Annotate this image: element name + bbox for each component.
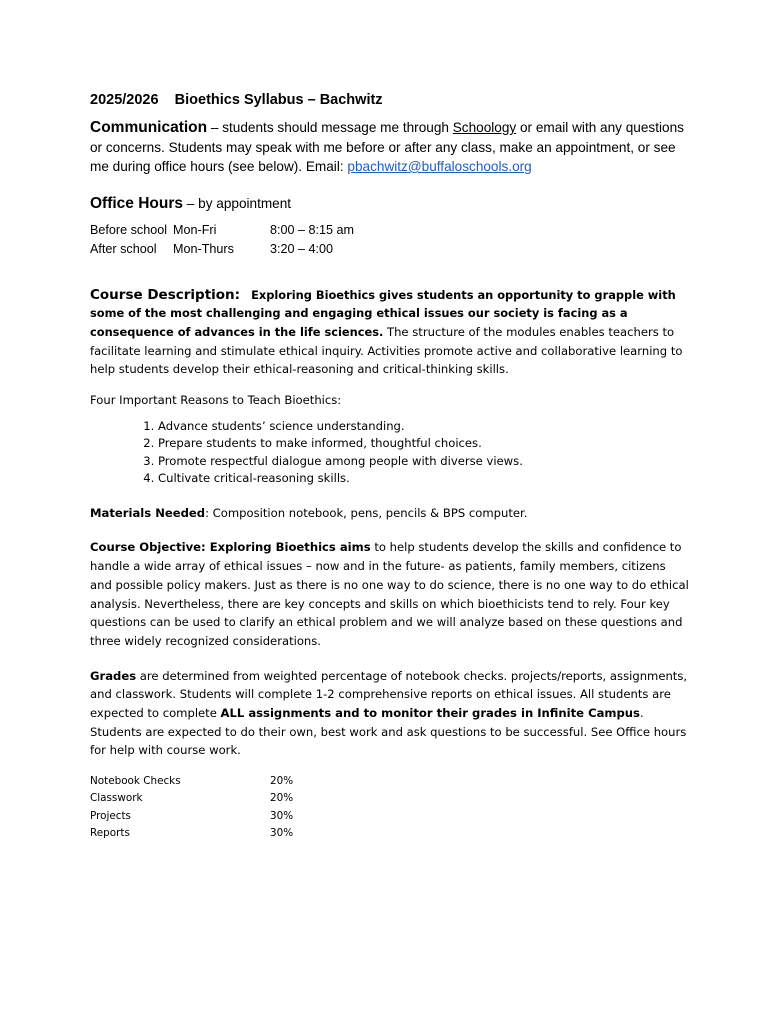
- course-description-heading: Course Description:: [90, 286, 241, 303]
- office-hours-days: Mon-Fri: [173, 222, 217, 237]
- communication-text-2: or email with any questions or concerns. Students may speak with me before or after any class, make an appointment, or see me during office hours (see below). Email:: [90, 120, 684, 174]
- grade-weight: 20%: [270, 775, 294, 788]
- office-hours-table: [90, 221, 690, 259]
- table-row: [90, 773, 690, 790]
- communication-heading: Communication: [90, 119, 208, 136]
- grade-weight: 30%: [270, 826, 294, 839]
- grade-category: Notebook Checks: [90, 775, 181, 788]
- grade-category: Classwork: [90, 792, 143, 805]
- page-title: 2025/2026 Bioethics Syllabus – Bachwitz: [90, 92, 383, 108]
- table-row: [90, 790, 690, 807]
- objective-label: Course Objective: Exploring Bioethics aims: [90, 540, 371, 555]
- grade-weight: 20%: [270, 792, 294, 805]
- office-hours-time: 8:00 – 8:15 am: [270, 222, 355, 237]
- communication-section: [90, 118, 690, 177]
- office-hours-row: [90, 221, 690, 240]
- list-item: 4. Cultivate critical-reasoning skills.: [158, 470, 690, 488]
- office-hours-row: [90, 240, 690, 259]
- list-item: 1. Advance students’ science understanding.: [158, 418, 690, 436]
- office-hours-when: Before school: [90, 222, 168, 237]
- list-item: 3. Promote respectful dialogue among people with diverse views.: [158, 453, 690, 471]
- office-hours-when: After school: [90, 241, 157, 256]
- objective-text: to help students develop the skills and confidence to handle a wide array of ethical issues – now and in the future- as patients, family members, citizens and possible policy makers. Just as there is no one way to do science, there is no one way to do ethical analysis. Nevertheless, there are key concepts and skills on which bioethicists tend to rely. Four key questions can be used to clarify an ethical problem and we will analyze based on these questions and three widely recognized considerations.: [90, 540, 689, 648]
- grades-bold: ALL assignments and to monitor their grades in Infinite Campus: [220, 706, 640, 721]
- grade-weight: 30%: [270, 809, 294, 822]
- grade-category: Projects: [90, 809, 131, 822]
- reasons-intro: Four Important Reasons to Teach Bioethics:: [90, 393, 342, 408]
- office-hours-heading: Office Hours: [90, 194, 184, 212]
- reasons-list: [90, 418, 690, 488]
- office-hours-section: [90, 195, 690, 213]
- schoology-link[interactable]: Schoology: [452, 120, 517, 135]
- list-item: 2. Prepare students to make informed, thoughtful choices.: [158, 435, 690, 453]
- email-link[interactable]: pbachwitz@buffaloschools.org: [347, 159, 532, 174]
- materials-label: Materials Needed: [90, 505, 206, 520]
- course-description-bold: Exploring Bioethics gives students an opportunity to grapple with some of the most challenging and engaging ethical issues our society is facing as a consequence of advances in the life sciences.: [90, 287, 676, 339]
- document-page: [90, 92, 690, 842]
- objective-section: [90, 538, 690, 650]
- course-description: [90, 286, 690, 380]
- grades-label: Grades: [90, 668, 137, 683]
- grades-table: [90, 773, 690, 842]
- course-description-text: The structure of the modules enables teachers to facilitate learning and stimulate ethical inquiry. Activities promote active and collaborative learning to help students develop their ethical-reasoning and critical-thinking skills.: [90, 324, 683, 377]
- office-hours-subtitle: – by appointment: [183, 195, 292, 211]
- office-hours-days: Mon-Thurs: [173, 241, 234, 256]
- materials-section: [90, 504, 690, 523]
- communication-text-1: – students should message me through: [207, 120, 453, 135]
- grades-text-1: are determined from weighted percentage of notebook checks. projects/reports, assignments, and classwork. Students will complete 1-2 comprehensive reports on ethical issues. All students are expected to complete: [90, 668, 688, 721]
- grades-section: [90, 667, 690, 761]
- materials-text: : Composition notebook, pens, pencils & BPS computer.: [205, 505, 528, 520]
- table-row: [90, 808, 690, 825]
- office-hours-time: 3:20 – 4:00: [270, 241, 334, 256]
- grade-category: Reports: [90, 826, 130, 839]
- grades-text-2: . Students are expected to do their own, best work and ask questions to be successful. See Office hours for help with course work.: [90, 706, 687, 758]
- table-row: [90, 825, 690, 842]
